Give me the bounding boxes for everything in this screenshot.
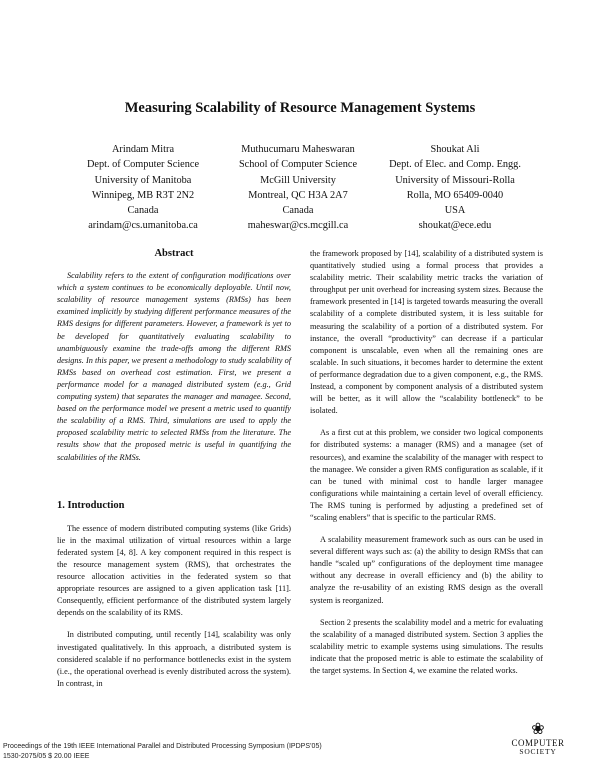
author-name: Muthucumaru Maheswaran: [241, 144, 355, 155]
author-dept: Dept. of Computer Science: [86, 159, 200, 171]
author-addr: Winnipeg, MB R3T 2N2: [91, 189, 195, 201]
author-email: maheswar@cs.mcgill.ca: [247, 220, 349, 232]
footer-issn: 1530-2075/05 $ 20.00 IEEE: [3, 752, 90, 760]
author-email: arindam@cs.umanitoba.ca: [88, 220, 198, 232]
section-heading-introduction: 1. Introduction: [57, 499, 125, 511]
author-univ: McGill University: [260, 174, 336, 186]
paragraph: Section 2 presents the scalability model and a metric for evaluating the scalability of a managed distributed system. Section 3 applies the scalability metric to example systems using simulations. The results indicate that the proposed metric is able to estimate the scalability of the target systems. In Section 4, we examine the related works.: [310, 617, 543, 675]
left-column: [57, 248, 291, 700]
paper-title: Measuring Scalability of Resource Management Systems: [124, 100, 476, 116]
author-univ: University of Missouri-Rolla: [395, 174, 515, 186]
paragraph: A scalability measurement framework such as ours can be used in several different ways such as: (a) the ability to design RMSs that can handle “scaled up” configurations of the deployment time managee without any decrease in overall efficiency and (b) the ability to analyze the re-usability of an existing RMS design as the overall system is reorganized.: [310, 535, 543, 605]
paragraph: As a first cut at this problem, we consider two logical components for distributed systems: a manager (RMS) and a managee (set of resources), and examine the scalability of the manager with respect to the managee. We consider a given RMS configuration as scalable, if it can be tuned with minimal cost to handle larger managee configurations while maintaining a certain level of overall efficiency. The RMS tuning is performed by adjusting a predefined set of “scaling enablers” that is specific to the particular RMS.: [310, 428, 543, 522]
abstract-heading: Abstract: [154, 248, 194, 259]
page-footer: [3, 742, 322, 761]
logo-text-computer: COMPUTER: [511, 738, 565, 748]
footer-proceedings: Proceedings of the 19th IEEE International Parallel and Distributed Processing Symposium (IPDPS’05): [3, 743, 322, 750]
right-column: [310, 248, 543, 687]
author-country: Canada: [282, 205, 314, 217]
abstract-text: Scalability refers to the extent of configuration modifications over which a system continues to be economically deployable. Until now, scalability of resource management systems (RMSs) has been examined implicitly by studying different performance measures of the RMS designs for different parameters. However, a framework is yet to be developed for quantitatively evaluating scalability to unambiguously examine the trade-offs among the different RMS designs. In this paper, we present a methodology to study scalability of RMSs based on overhead cost estimation. First, we present a performance model for a managed distributed system (e.g., Grid computing system) that separates the manager and managee. Second, based on the performance model we present a metric used to quantify the scalability of a RMS. Third, simulations are used to apply the proposed scalability metric to selected RMSs from the literature. The results show that the proposed metric is useful in quantifying the scalabilities of the RMSs.: [57, 271, 291, 462]
paragraph: the framework proposed by [14], scalability of a distributed system is quantitatively studied using a formal process that provides a scalability metric. Their scalability metric tracks the variation of throughput per unit overhead for increasing system sizes. Because the framework presented in [14] is targeted towards measuring the overall scalability of a complete distributed system, it is less suitable for measuring the scalability of a portion of a distributed system. For instance, the overall “productivity” can decrease if a particular component is unscalable, even when all the remaining ones are scalable. In such situations, it becomes harder to determine the extent of performance degradation due to a given component, e.g., the RMS. Instead, a component by component analysis of a distributed system will be better, as it will allow the “scalability bottleneck” to be isolated.: [310, 249, 543, 416]
logo-text-society: SOCIETY: [519, 747, 557, 756]
author-name: Arindam Mitra: [111, 144, 175, 155]
author-email: shoukat@ece.edu: [418, 220, 492, 232]
paragraph: The essence of modern distributed computing systems (like Grids) lie in the maximal utilization of virtual resources within a large federated system [4, 8]. A key component required in this respect is the resource management system (RMS), that orchestrates the resource allocation activities in the federated system so that appropriate resources are assigned to a given application task [11]. Consequently, efficient performance of the distributed system largely depends on the scalability of its RMS.: [57, 523, 291, 618]
author-dept: School of Computer Science: [238, 159, 358, 171]
author-block-1: [58, 142, 228, 234]
computer-society-logo: [498, 722, 578, 762]
author-dept: Dept. of Elec. and Comp. Engg.: [389, 159, 521, 171]
author-country: USA: [444, 205, 466, 217]
author-addr: Rolla, MO 65409-0040: [406, 189, 504, 201]
author-addr: Montreal, QC H3A 2A7: [248, 189, 348, 201]
author-block-2: [218, 142, 378, 234]
ieee-logo-icon: ❀: [531, 721, 545, 738]
author-block-3: [370, 142, 540, 234]
paragraph: In distributed computing, until recently [14], scalability was only investigated qualitatively. In this approach, a distributed system is considered scalable if no performance bottlenecks exist in the system (i.e., the operational overhead is evenly distributed across the system). In contrast, in: [57, 630, 291, 688]
author-country: Canada: [127, 205, 159, 217]
author-name: Shoukat Ali: [430, 144, 480, 155]
author-univ: University of Manitoba: [94, 174, 192, 186]
